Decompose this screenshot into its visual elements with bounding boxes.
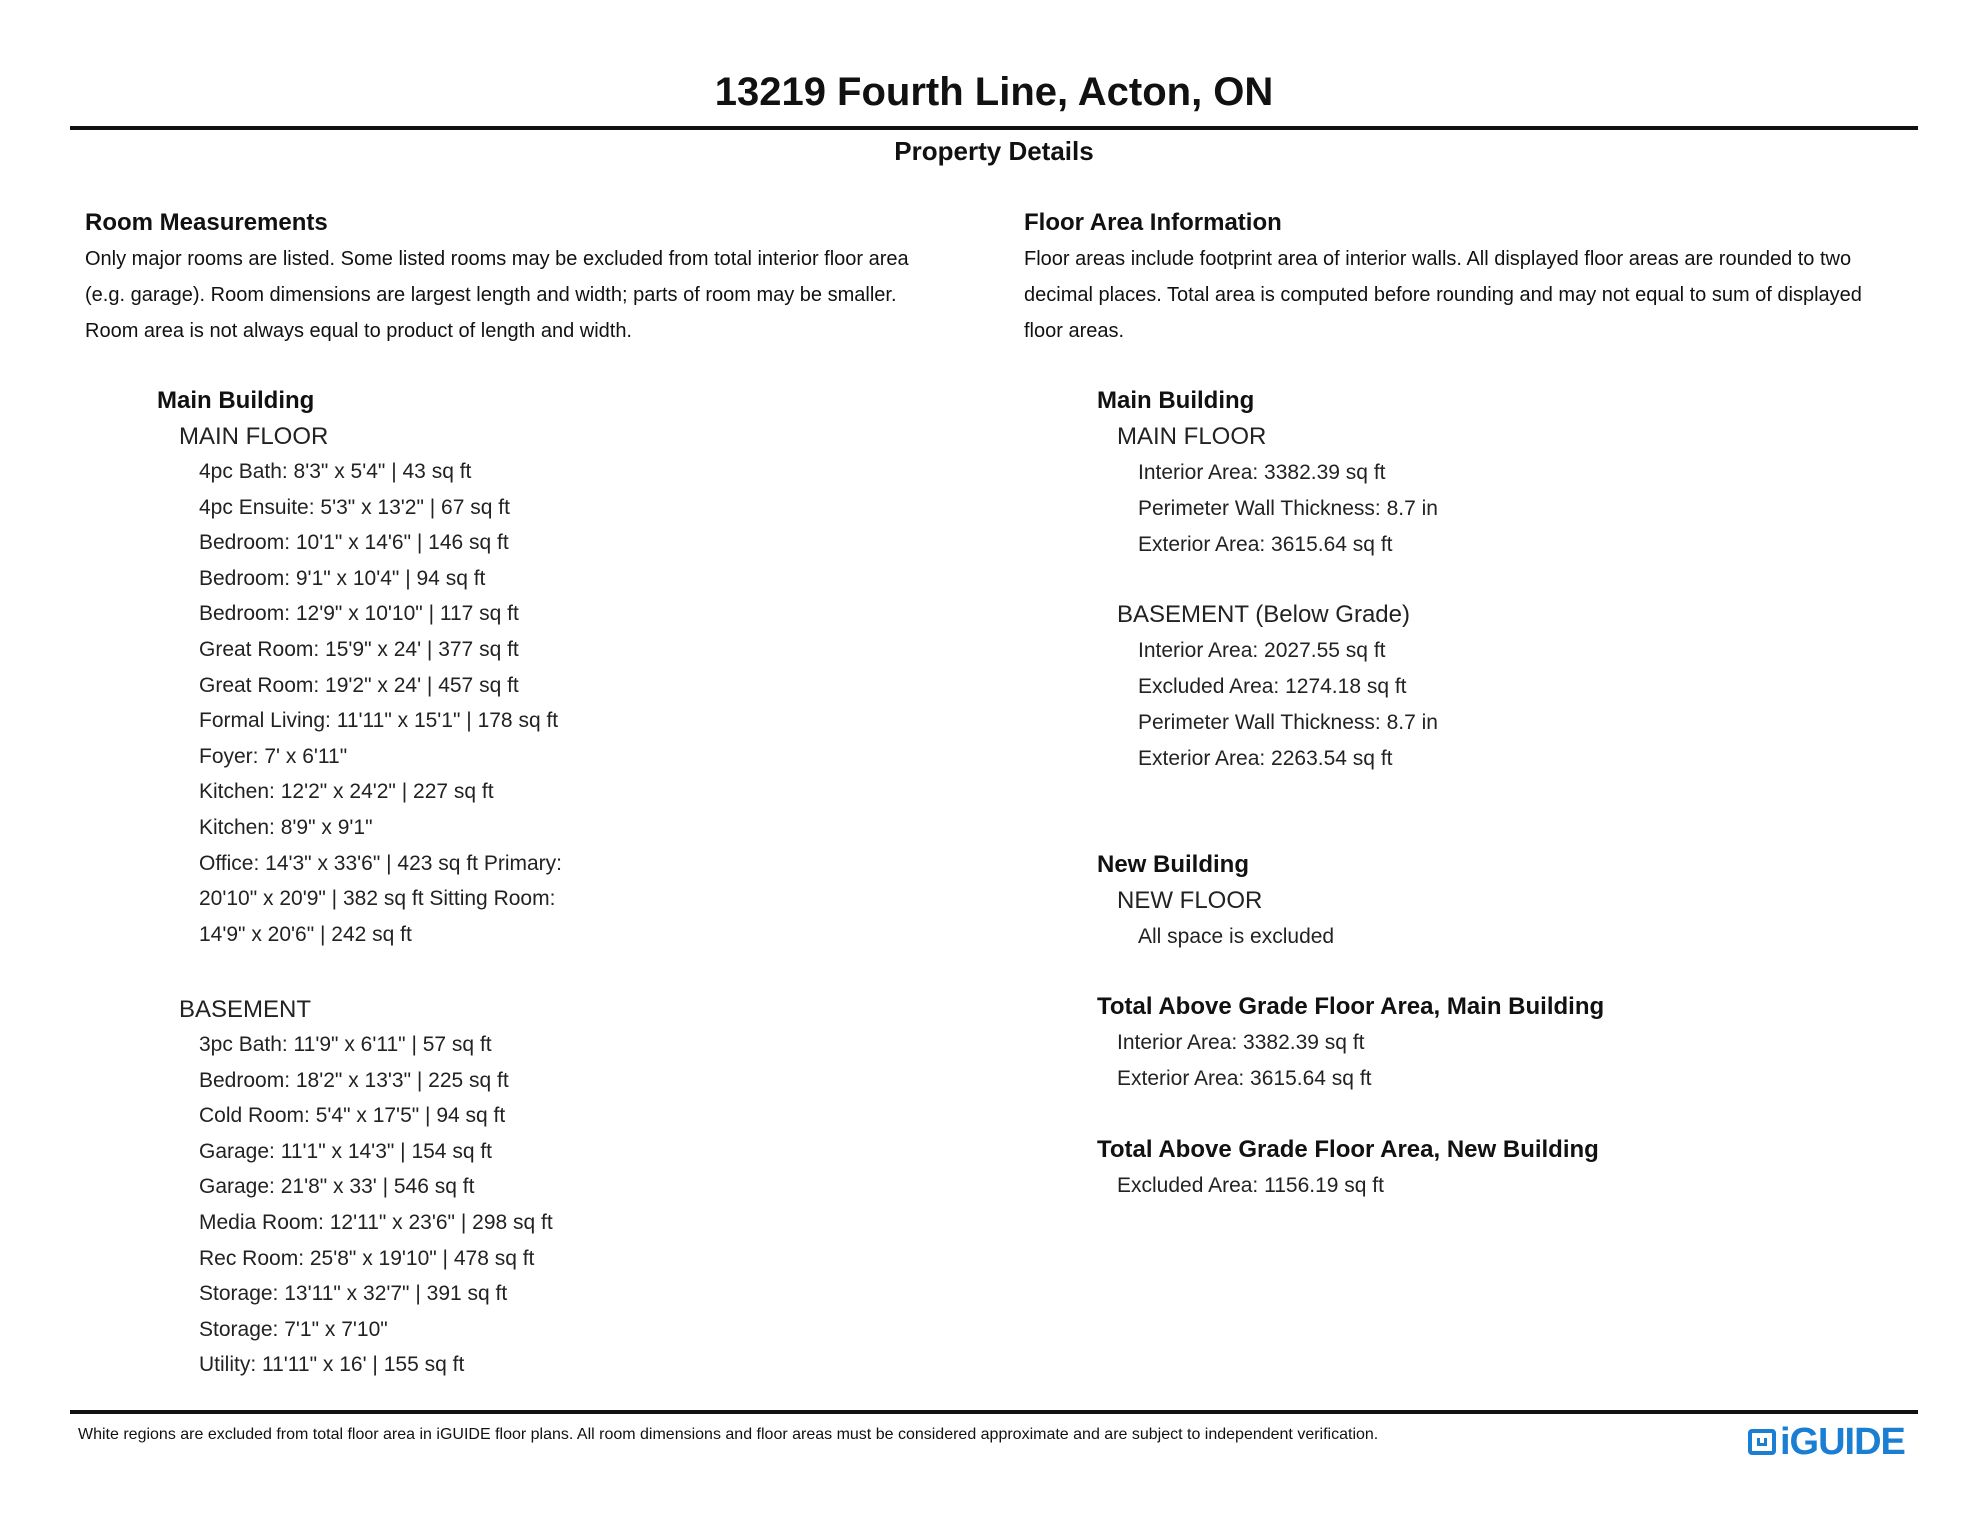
total-main-item: Exterior Area: 3615.64 sq ft bbox=[1117, 1067, 1372, 1090]
fa-main-floor-item: Exterior Area: 3615.64 sq ft bbox=[1138, 533, 1393, 556]
room-item: Media Room: 12'11" x 23'6" | 298 sq ft bbox=[199, 1211, 553, 1234]
floor-area-note-line: floor areas. bbox=[1024, 320, 1125, 342]
room-item: Bedroom: 10'1" x 14'6" | 146 sq ft bbox=[199, 531, 509, 555]
fa-basement-item: Perimeter Wall Thickness: 8.7 in bbox=[1138, 711, 1438, 734]
fa-basement-item: Interior Area: 2027.55 sq ft bbox=[1138, 639, 1386, 662]
room-item: 4pc Bath: 8'3" x 5'4" | 43 sq ft bbox=[199, 460, 472, 483]
iguide-logo-icon bbox=[1748, 1429, 1776, 1455]
room-item: Garage: 11'1" x 14'3" | 154 sq ft bbox=[199, 1139, 493, 1163]
room-measurements-note-line: Only major rooms are listed. Some listed rooms may be excluded from total interior floor area bbox=[85, 248, 909, 270]
room-item: Bedroom: 12'9" x 10'10" | 117 sq ft bbox=[199, 602, 519, 626]
fa-basement-item: Excluded Area: 1274.18 sq ft bbox=[1138, 675, 1407, 698]
room-item: Bedroom: 18'2" x 13'3" | 225 sq ft bbox=[199, 1068, 509, 1092]
room-item: Kitchen: 12'2" x 24'2" | 227 sq ft bbox=[199, 780, 494, 804]
floor-area-heading: Floor Area Information bbox=[1024, 209, 1282, 236]
new-floor-item: All space is excluded bbox=[1138, 925, 1335, 948]
room-item: Great Room: 19'2" x 24' | 457 sq ft bbox=[199, 673, 519, 697]
room-item: Storage: 7'1" x 7'10" bbox=[199, 1317, 388, 1341]
room-item: Cold Room: 5'4" x 17'5" | 94 sq ft bbox=[199, 1104, 506, 1128]
total-new-heading: Total Above Grade Floor Area, New Building bbox=[1097, 1136, 1599, 1163]
room-measurements-note-line: Room area is not always equal to product of length and width. bbox=[85, 320, 632, 342]
new-floor-heading: NEW FLOOR bbox=[1117, 887, 1263, 914]
total-main-heading: Total Above Grade Floor Area, Main Building bbox=[1097, 993, 1605, 1020]
fa-main-floor-heading: MAIN FLOOR bbox=[1117, 423, 1267, 450]
room-item: 3pc Bath: 11'9" x 6'11" | 57 sq ft bbox=[199, 1033, 492, 1056]
room-item: 14'9" x 20'6" | 242 sq ft bbox=[199, 922, 412, 946]
room-item: Foyer: 7' x 6'11" bbox=[199, 744, 348, 768]
fa-basement-item: Exterior Area: 2263.54 sq ft bbox=[1138, 747, 1393, 770]
room-item: Great Room: 15'9" x 24' | 377 sq ft bbox=[199, 638, 519, 661]
main-building-heading: Main Building bbox=[157, 387, 315, 414]
room-item: Storage: 13'11" x 32'7" | 391 sq ft bbox=[199, 1282, 508, 1306]
basement-heading: BASEMENT bbox=[179, 996, 312, 1023]
room-item: 20'10" x 20'9" | 382 sq ft Sitting Room: bbox=[199, 887, 556, 911]
room-item: Office: 14'3" x 33'6" | 423 sq ft Primary: bbox=[199, 851, 562, 875]
total-main-item: Interior Area: 3382.39 sq ft bbox=[1117, 1031, 1365, 1054]
total-new-item: Excluded Area: 1156.19 sq ft bbox=[1117, 1174, 1384, 1197]
fa-main-building-heading: Main Building bbox=[1097, 387, 1255, 414]
fa-basement-heading: BASEMENT (Below Grade) bbox=[1117, 601, 1410, 628]
iguide-logo-text: iGUIDE bbox=[1780, 1421, 1905, 1463]
footer-divider bbox=[70, 1410, 1918, 1414]
room-item: Kitchen: 8'9" x 9'1" bbox=[199, 816, 373, 839]
room-item: Rec Room: 25'8" x 19'10" | 478 sq ft bbox=[199, 1246, 535, 1270]
iguide-logo bbox=[1748, 1420, 1905, 1464]
room-item: Utility: 11'11" x 16' | 155 sq ft bbox=[199, 1353, 465, 1377]
footer-disclaimer: White regions are excluded from total floor area in iGUIDE floor plans. All room dimensions and floor areas must be considered approximate and are subject to independent verification. bbox=[78, 1426, 1379, 1443]
room-item: 4pc Ensuite: 5'3" x 13'2" | 67 sq ft bbox=[199, 495, 510, 519]
room-item: Garage: 21'8" x 33' | 546 sq ft bbox=[199, 1175, 475, 1199]
page-subtitle: Property Details bbox=[894, 136, 1094, 166]
room-measurements-section bbox=[85, 205, 985, 349]
page-title: 13219 Fourth Line, Acton, ON bbox=[714, 70, 1274, 114]
floor-area-note-line: decimal places. Total area is computed before rounding and may not equal to sum of displayed bbox=[1024, 284, 1862, 306]
room-item: Formal Living: 11'11" x 15'1" | 178 sq ft bbox=[199, 709, 559, 733]
room-measurements-note-line: (e.g. garage). Room dimensions are largest length and width; parts of room may be smaller. bbox=[85, 284, 897, 306]
floor-area-section bbox=[1024, 205, 1929, 349]
header-divider bbox=[70, 126, 1918, 130]
main-floor-heading: MAIN FLOOR bbox=[179, 423, 329, 450]
fa-main-floor-item: Perimeter Wall Thickness: 8.7 in bbox=[1138, 497, 1438, 520]
floor-area-note-line: Floor areas include footprint area of interior walls. All displayed floor areas are rounded to two bbox=[1024, 248, 1852, 270]
new-building-heading: New Building bbox=[1097, 851, 1249, 878]
room-measurements-heading: Room Measurements bbox=[85, 209, 328, 236]
fa-main-floor-item: Interior Area: 3382.39 sq ft bbox=[1138, 461, 1386, 484]
room-item: Bedroom: 9'1" x 10'4" | 94 sq ft bbox=[199, 566, 486, 590]
